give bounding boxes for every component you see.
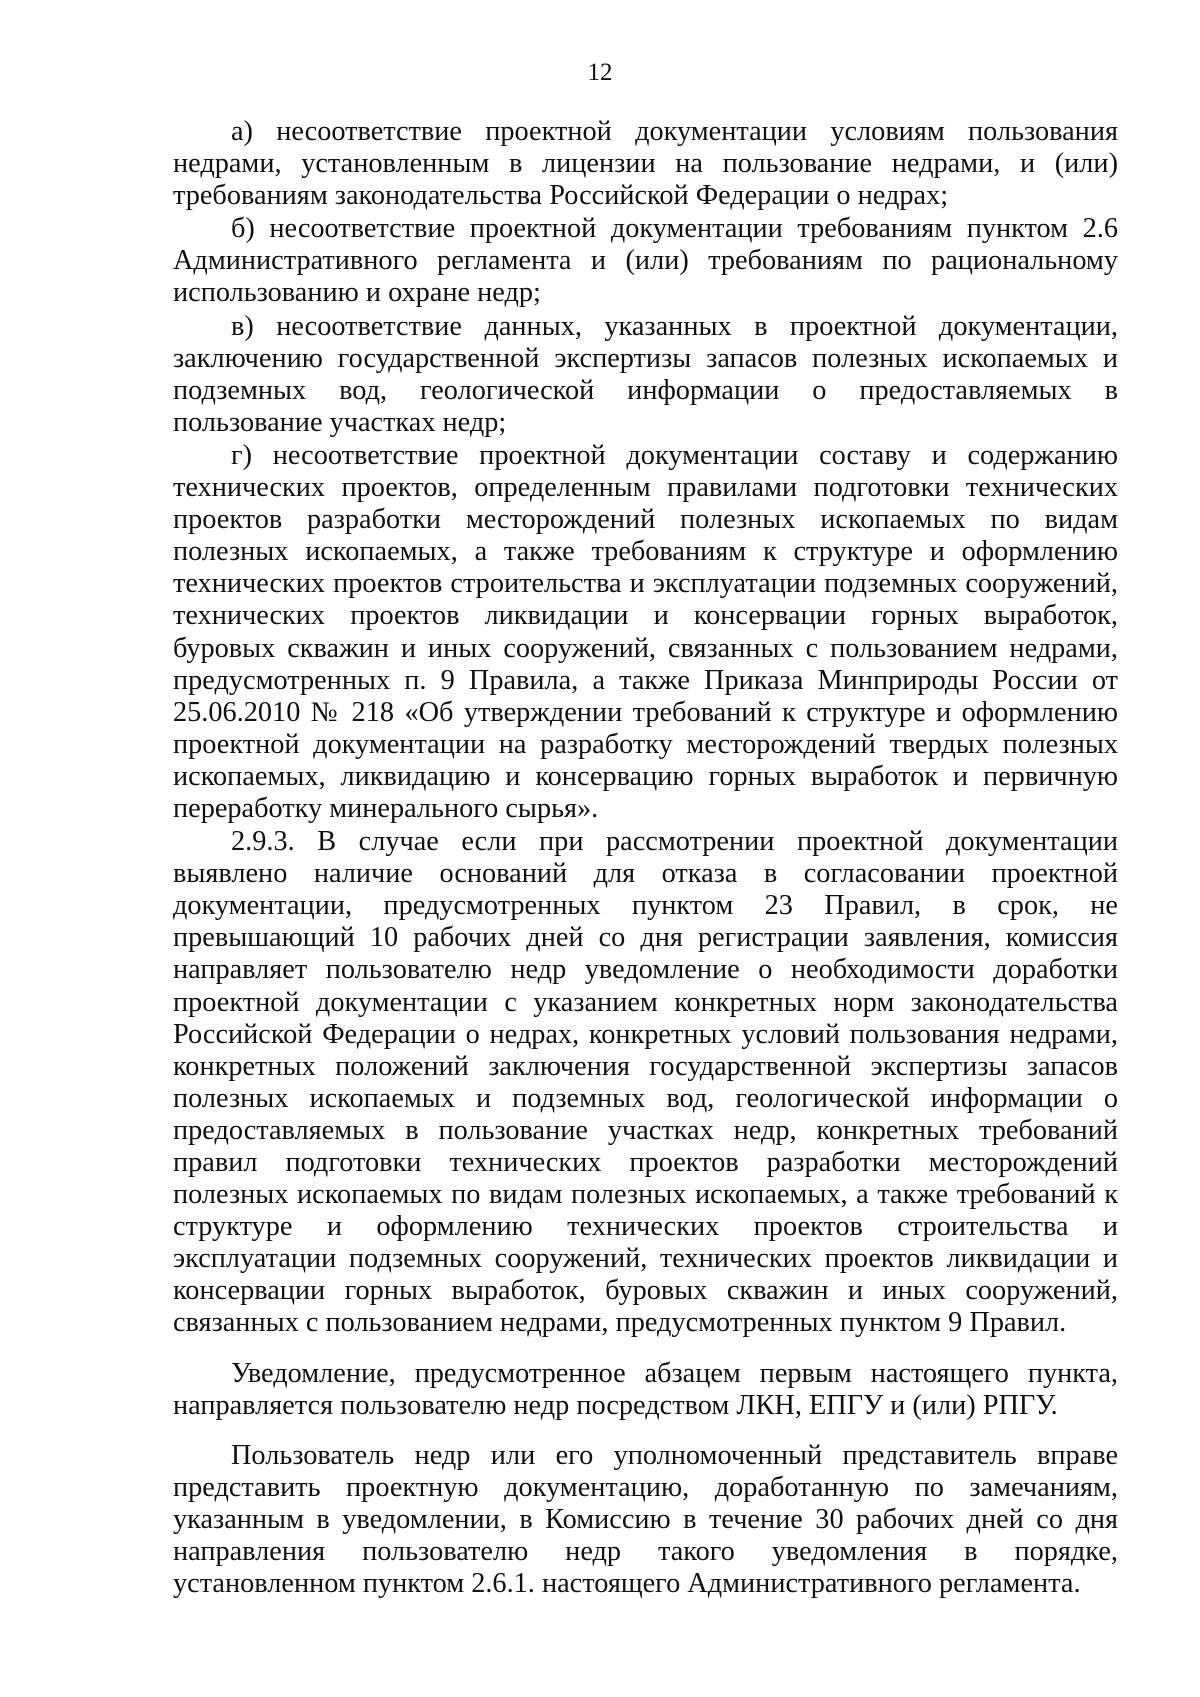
paragraph-section-2-9-3: 2.9.3. В случае если при рассмотрении проектной документации выявлено наличие оснований для отказа в согласовании проектной документации, предусмотренных пунктом 23 Правил, в срок, не превышающий 10 рабочих дней со дня регистрации заявления, комиссия направляет пользователю недр уведомление о необходимости доработки проектной документации с указанием конкретных норм законодательства Российской Федерации о недрах, конкретных условий пользования недрами, конкретных положений заключения государственной экспертизы запасов полезных ископаемых и подземных вод, геологической информации о предоставляемых в пользование участках недр, конкретных требований правил подготовки технических проектов разработки месторождений полезных ископаемых по видам полезных ископаемых, а также требований к структуре и оформлению технических проектов строительства и эксплуатации подземных сооружений, технических проектов ликвидации и консервации горных выработок, буровых скважин и иных сооружений, связанных с пользованием недрами, предусмотренных пунктом 9 Правил.	[173, 826, 1118, 1339]
paragraph-item-b: б) несоответствие проектной документации требованиям пунктом 2.6 Административного регламента и (или) требованиям по рациональному использованию и охране недр;	[173, 213, 1118, 309]
paragraph-resubmission: Пользователь недр или его уполномоченный представитель вправе представить проектную документацию, доработанную по замечаниям, указанным в уведомлении, в Комиссию в течение 30 рабочих дней со дня направления пользователю недр такого уведомления в порядке, установленном пунктом 2.6.1. настоящего Административного регламента.	[173, 1439, 1118, 1600]
paragraph-item-v: в) несоответствие данных, указанных в проектной документации, заключению государственной экспертизы запасов полезных ископаемых и подземных вод, геологической информации о предоставляемых в пользование участках недр;	[173, 310, 1118, 438]
paragraph-item-a: а) несоответствие проектной документации условиям пользования недрами, установленным в лицензии на пользование недрами, и (или) требованиям законодательства Российской Федерации о недрах;	[173, 116, 1118, 212]
page-number: 12	[587, 59, 613, 86]
paragraph-notification: Уведомление, предусмотренное абзацем первым настоящего пункта, направляется пользователю недр посредством ЛКН, ЕПГУ и (или) РПГУ.	[173, 1357, 1118, 1421]
paragraph-item-g: г) несоответствие проектной документации составу и содержанию технических проектов, определенным правилами подготовки технических проектов разработки месторождений полезных ископаемых по видам полезных ископаемых, а также требованиям к структуре и оформлению технических проектов строительства и эксплуатации подземных сооружений, технических проектов ликвидации и консервации горных выработок, буровых скважин и иных сооружений, связанных с пользованием недрами, предусмотренных п. 9 Правила, а также Приказа Минприроды России от 25.06.2010 № 218 «Об утверждении требований к структуре и оформлению проектной документации на разработку месторождений твердых полезных ископаемых, ликвидацию и консервацию горных выработок и первичную переработку минерального сырья».	[173, 439, 1118, 824]
document-body	[173, 116, 1118, 1601]
